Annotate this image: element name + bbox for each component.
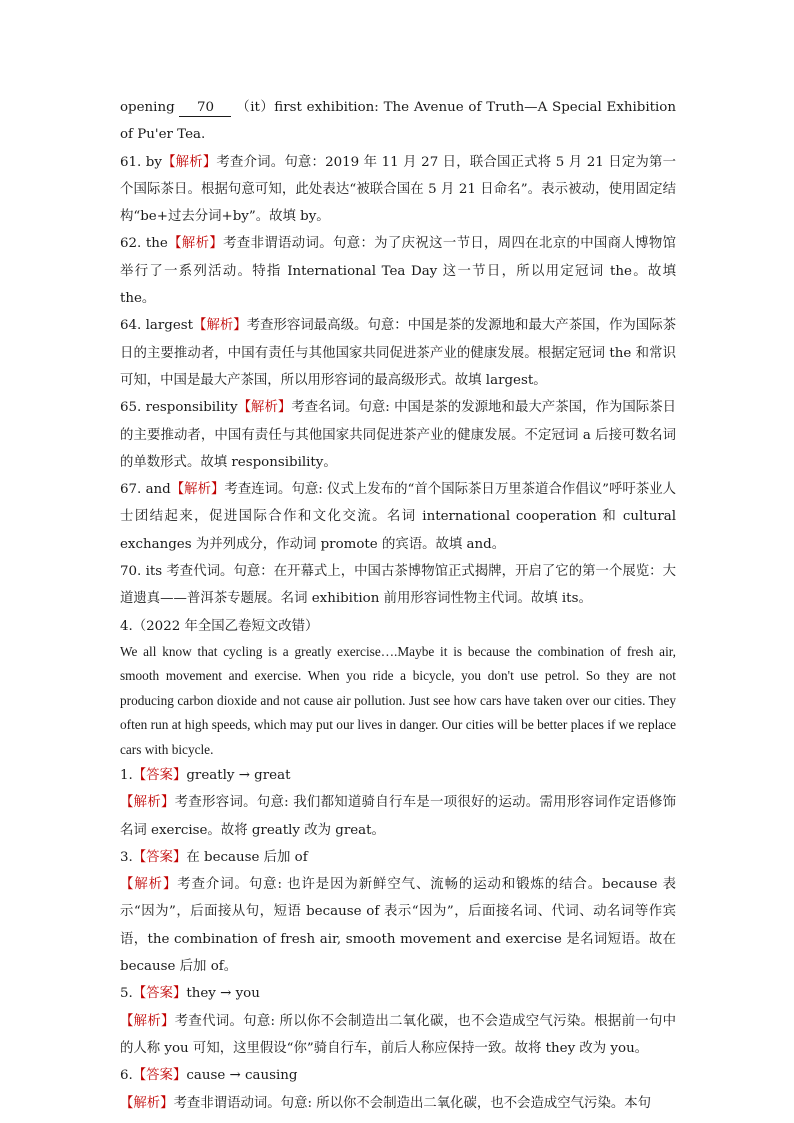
analysis-tag: 【解析】 [167,236,224,252]
analysis-tag: 【解析】 [120,1095,174,1111]
analysis-tag: 【解析】 [120,795,175,811]
item-analysis: 考查连词。句意: 仪式上发布的“首个国际茶日万里茶道合作倡议”呼吁茶业人士团结起来，促进国际合作和文化交流。名词 international cooperation 和 cultural exchanges 为并列成分，作动词 promote 的宾语。故填 and。 [120,482,676,552]
answer-num: 1. [120,767,133,783]
top-line-pre: opening [120,100,175,115]
answer-num: 5. [120,986,133,1002]
analysis-tag: 【解析】 [193,318,247,334]
answer-tag: 【答案】 [132,767,187,783]
top-line-post: （it）first exhibition: The Avenue of Truth—A Special Exhibition of Pu'er Tea. [120,100,676,143]
item-analysis: 考查形容词最高级。句意：中国是茶的发源地和最大产茶国，作为国际茶日的主要推动者，中国有责任与其他国家共同促进茶产业的健康发展。根据定冠词 the 和常识可知，中国是最大产茶国，所以用形容词的最高级形式。故填 largest。 [120,318,677,388]
answer-5 [120,980,676,1007]
item-analysis: 考查介词。句意：2019 年 11 月 27 日，联合国正式将 5 月 21 日定为第一个国际茶日。根据句意可知，此处表达“被联合国在 5 月 21 日命名”。表示被动，使用固定结构“be+过去分词+by”。故填 by。 [120,154,676,225]
item-67 [120,476,676,558]
item-answer: 64. largest [120,318,193,334]
analysis-text: 考查代词。句意: 所以你不会制造出二氧化碳，也不会造成空气污染。根据前一句中的人称 you 可知，这里假设“你”骑自行车，前后人称应保持一致。故将 they 改为 you。 [120,1013,677,1056]
top-line [120,94,676,149]
analysis-tag: 【解析】 [120,877,178,893]
analysis-tag: 【解析】 [120,1013,175,1029]
analysis-5 [120,1008,676,1063]
answer-tag: 【答案】 [132,1068,187,1084]
analysis-text: 考查介词。句意: 也许是因为新鲜空气、流畅的运动和锻炼的结合。because 表示“因为”，后面接从句，短语 because of 表示“因为”，后面接名词、代词、动名词等作宾语，the combination of fresh air, smooth movement and exercise 是名词短语。故在 because 后加 of。 [120,877,676,975]
analysis-text: 考查非谓语动词。句意: 所以你不会制造出二氧化碳，也不会造成空气污染。本句 [173,1095,651,1111]
answer-3 [120,844,676,871]
analysis-3 [120,871,676,980]
document-page [120,94,676,1117]
item-analysis: 考查名词。句意: 中国是茶的发源地和最大产茶国，作为国际茶日的主要推动者，中国有责任与其他国家共同促进茶产业的健康发展。不定冠词 a 后接可数名词的单数形式。故填 responsibility。 [120,400,677,470]
answer-value: cause → causing [186,1068,298,1084]
item-answer: 62. the [120,236,168,252]
item-70 [120,558,676,613]
item-analysis: 考查代词。句意：在开幕式上，中国古茶博物馆正式揭牌，开启了它的第一个展览：大道遗真——普洱茶专题展。名词 exhibition 前用形容词性物主代词。故填 its。 [120,564,676,607]
answer-blank-70: 70 [179,100,231,117]
analysis-tag: 【解析】 [161,154,217,170]
answer-tag: 【答案】 [132,849,187,865]
answer-value: they → you [186,986,260,1002]
analysis-tag: 【解析】 [237,400,292,416]
answer-value: greatly → great [186,767,291,783]
item-answer: 65. responsibility [120,400,238,416]
item-61 [120,149,676,231]
analysis-text: 考查形容词。句意: 我们都知道骑自行车是一项很好的运动。需用形容词作定语修饰名词 exercise。故将 greatly 改为 great。 [120,795,677,838]
item-answer: 61. by [120,154,162,170]
question-4-passage: We all know that cycling is a greatly exercise….Maybe it is because the combination of fresh air, smooth movement and exercise. When you ride a bicycle, you don't use petrol. So they are not producing carbon dioxide and not cause air pollution. Just see how cars have taken over our cities. They often run at high speeds, which may put our lives in danger. Our cities will be better places if we replace cars with bicycle. [120,643,676,757]
item-62 [120,230,676,312]
question-4-heading: 4.（2022 年全国乙卷短文改错） [120,618,319,634]
item-answer: 67. and [120,482,171,498]
answer-num: 3. [120,849,133,865]
item-analysis: 考查非谓语动词。句意：为了庆祝这一节日，周四在北京的中国商人博物馆举行了一系列活动。特指 International Tea Day 这一节日，所以用定冠词 the。故填 the。 [120,236,676,307]
item-64 [120,312,676,394]
analysis-1 [120,789,676,844]
answer-6 [120,1062,676,1089]
answer-value: 在 because 后加 of [186,849,308,865]
analysis-6 [120,1090,676,1117]
answer-num: 6. [120,1068,133,1084]
answer-1 [120,762,676,789]
answer-tag: 【答案】 [132,986,187,1002]
item-65 [120,394,676,476]
item-answer: 70. its [120,564,163,580]
analysis-tag: 【解析】 [170,482,225,498]
